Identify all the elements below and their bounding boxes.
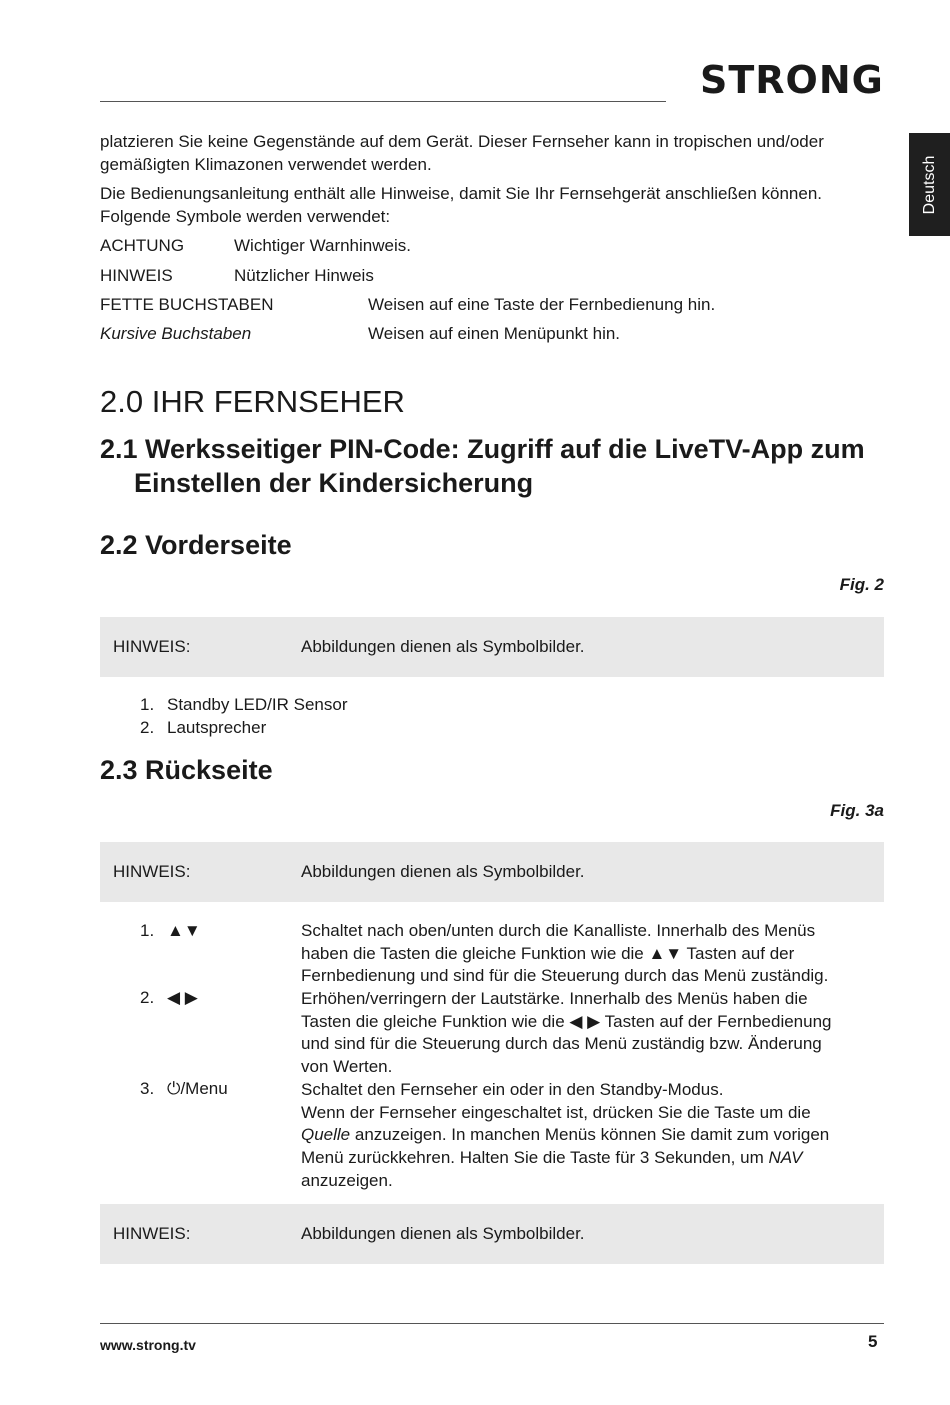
note-box <box>100 617 884 677</box>
strong-logo: STRONG <box>700 58 884 102</box>
symbol-term: ACHTUNG <box>100 236 185 255</box>
menu-term: NAV <box>768 1148 803 1168</box>
intro-paragraph-1: platzieren Sie keine Gegenstände auf dem Gerät. Dieser Fernseher kann in tropischen und/oder gemäßigten Klimazonen verwendet werden. <box>100 132 824 174</box>
symbol-desc: Wichtiger Warnhinweis. <box>234 236 411 255</box>
symbol-term: Kursive Buchstaben <box>100 324 252 343</box>
language-tab <box>909 133 950 236</box>
note-box <box>100 842 884 902</box>
note-text: Abbildungen dienen als Symbolbilder. <box>301 862 585 881</box>
item-description <box>301 988 881 1079</box>
note-text: Abbildungen dienen als Symbolbilder. <box>301 1224 585 1243</box>
footer-website-link[interactable]: www.strong.tv <box>100 1337 196 1353</box>
power-menu-icon: ⏻/Menu <box>167 1079 228 1098</box>
desc-line: haben die Tasten die gleiche Funktion wie die ▲▼ Tasten auf der <box>301 943 795 963</box>
section-title-2-3: 2.3 Rückseite <box>100 755 273 785</box>
list-item: Lautsprecher <box>167 718 267 737</box>
desc-line <box>301 1147 881 1170</box>
page-number: 5 <box>868 1332 878 1351</box>
list-number: 3. <box>140 1079 155 1098</box>
symbol-desc: Weisen auf eine Taste der Fernbedienung hin. <box>368 295 716 314</box>
desc-line <box>301 1124 881 1147</box>
section-title-2-1: 2.1 Werksseitiger PIN-Code: Zugriff auf die LiveTV-App zum <box>100 434 865 464</box>
list-item: Standby LED/IR Sensor <box>167 695 348 714</box>
note-box <box>100 1204 884 1264</box>
desc-text: anzuzeigen. In manchen Menüs können Sie damit zum vorigen <box>350 1125 830 1145</box>
desc-line: Schaltet nach oben/unten durch die Kanalliste. Innerhalb des Menüs <box>301 921 816 940</box>
list-number: 1. <box>140 695 155 714</box>
menu-term: Quelle <box>301 1125 351 1145</box>
desc-line: Schaltet den Fernseher ein oder in den Standby-Modus. <box>301 1080 724 1099</box>
desc-line: anzuzeigen. <box>301 1170 393 1190</box>
up-down-arrow-icon: ▲▼ <box>167 921 201 940</box>
section-title-2-1-cont: Einstellen der Kindersicherung <box>134 468 534 498</box>
symbol-desc: Weisen auf einen Menüpunkt hin. <box>368 324 621 343</box>
desc-line: und sind für die Steuerung durch das Menü zuständig bzw. Änderung <box>301 1034 822 1054</box>
note-text: Abbildungen dienen als Symbolbilder. <box>301 637 585 656</box>
section-title-2-0: 2.0 IHR FERNSEHER <box>100 384 405 419</box>
left-right-arrow-icon: ◀ ▶ <box>167 988 198 1007</box>
language-tab-label: Deutsch <box>920 155 938 214</box>
desc-line: Fernbedienung und sind für die Steuerung durch das Menü zuständig. <box>301 966 829 986</box>
desc-line: Tasten die gleiche Funktion wie die ◀ ▶ Tasten auf der Fernbedienung <box>301 1011 832 1031</box>
item-description <box>301 920 881 988</box>
note-label: HINWEIS: <box>113 637 191 656</box>
note-label: HINWEIS: <box>113 1224 191 1243</box>
symbol-term: HINWEIS <box>100 266 173 285</box>
desc-line: Erhöhen/verringern der Lautstärke. Innerhalb des Menüs haben die <box>301 989 808 1008</box>
list-number: 1. <box>140 921 155 940</box>
figure-label: Fig. 2 <box>839 575 884 594</box>
note-label: HINWEIS: <box>113 862 191 881</box>
item-description <box>301 1079 881 1193</box>
list-number: 2. <box>140 718 155 737</box>
footer-rule <box>100 1323 884 1324</box>
section-title-2-2: 2.2 Vorderseite <box>100 530 292 560</box>
symbol-term: FETTE BUCHSTABEN <box>100 295 274 314</box>
symbol-desc: Nützlicher Hinweis <box>234 266 374 285</box>
desc-line: Wenn der Fernseher eingeschaltet ist, drücken Sie die Taste um die <box>301 1102 811 1122</box>
figure-label: Fig. 3a <box>830 801 884 820</box>
desc-text: Menü zurückkehren. Halten Sie die Taste für 3 Sekunden, um <box>301 1148 769 1168</box>
desc-line: von Werten. <box>301 1057 393 1077</box>
header-rule <box>100 101 666 102</box>
list-number: 2. <box>140 988 155 1007</box>
intro-paragraph-2: Die Bedienungsanleitung enthält alle Hinweise, damit Sie Ihr Fernsehgerät anschließen können. Folgende Symbole werden verwendet: <box>100 184 822 226</box>
